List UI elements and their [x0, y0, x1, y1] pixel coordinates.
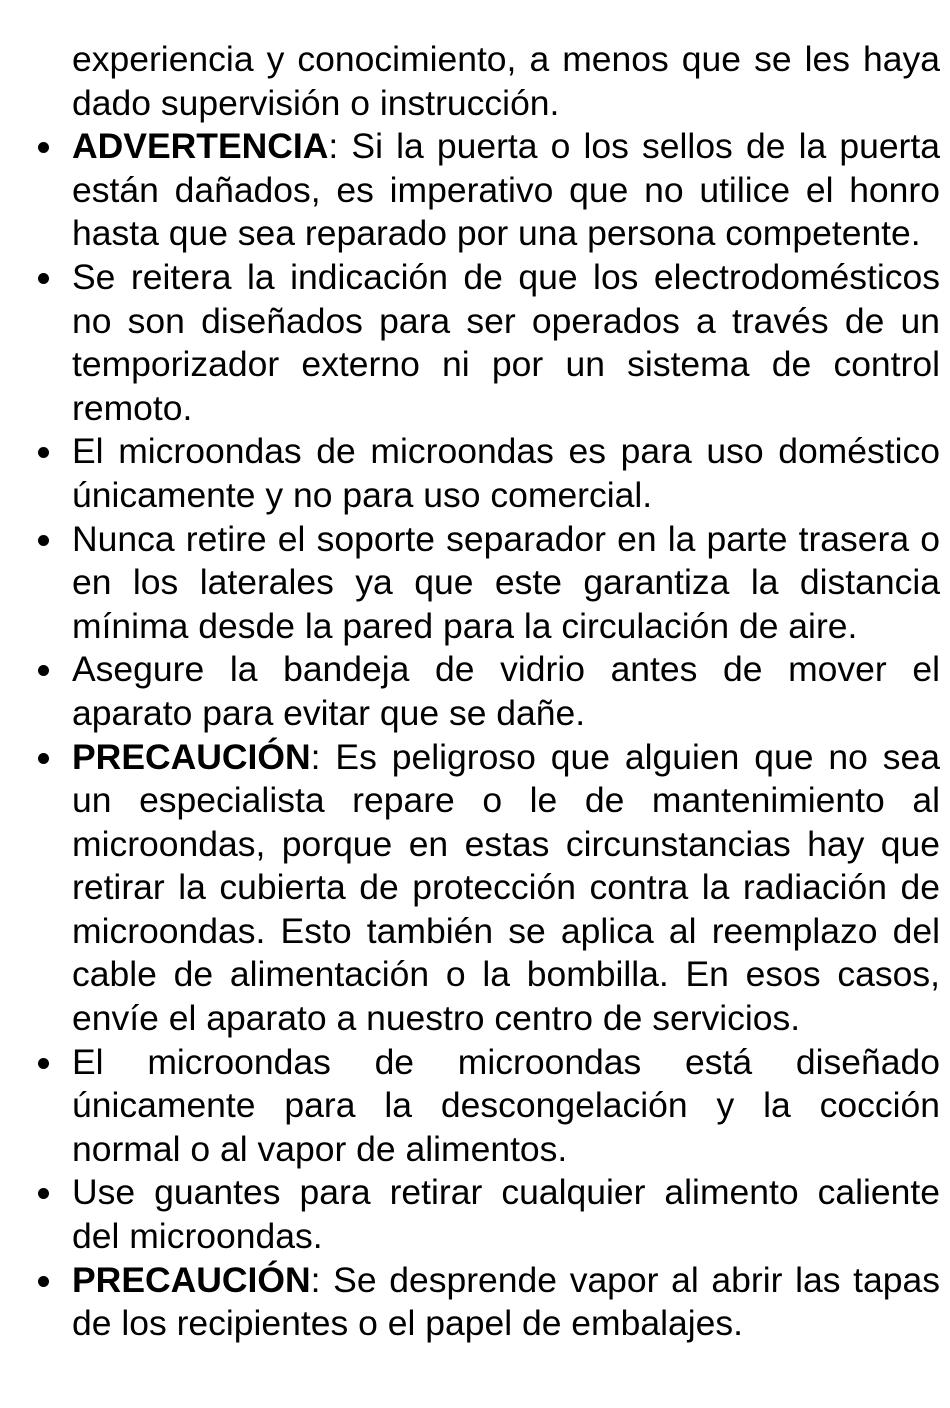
caution-label: PRECAUCIÓN — [72, 1259, 311, 1300]
list-item — [0, 256, 950, 430]
list-item-text: El microondas de microondas está diseñado únicamente para la descongelación y la cocción normal o al vapor de alimentos. — [72, 1041, 940, 1169]
bullet-icon — [38, 665, 49, 676]
list-item-text: Nunca retire el soporte separador en la parte trasera o en los laterales ya que este garantiza la distancia mínima desde la pared para la circulación de aire. — [72, 518, 940, 646]
list-item-text: Se reitera la indicación de que los electrodomésticos no son diseñados para ser operados a través de un temporizador externo ni por un sistema de control remoto. — [72, 256, 940, 428]
bullet-icon — [38, 447, 49, 458]
safety-bullet-list — [0, 125, 950, 1346]
bullet-icon — [38, 535, 49, 546]
document-page — [0, 38, 950, 1346]
bullet-icon — [38, 1276, 49, 1287]
list-item-text: : Se desprende vapor al abrir las tapas de los recipientes o el papel de embalajes. — [72, 1259, 940, 1344]
list-item-text: Asegure la bandeja de vidrio antes de mover el aparato para evitar que se dañe. — [72, 649, 940, 733]
list-item-text: : Es peligroso que alguien que no sea un especialista repare o le de mantenimiento al microondas, porque en estas circunstancias hay que retirar la cubierta de protección contra la radiación de microondas. Esto también se aplica al reemplazo del cable de alimentación o la bombilla. En esos casos, envíe el aparato a nuestro centro de servicios. — [72, 736, 940, 1039]
list-item — [0, 648, 950, 735]
list-item — [0, 736, 950, 1041]
list-item — [0, 430, 950, 517]
caution-label: PRECAUCIÓN — [72, 736, 311, 777]
warning-label: ADVERTENCIA — [72, 126, 329, 167]
list-item — [0, 518, 950, 649]
bullet-icon — [38, 753, 49, 764]
list-item — [0, 1171, 950, 1258]
continuation-paragraph: experiencia y conocimiento, a menos que se les haya dado supervisión o instrucción. — [72, 39, 940, 123]
bullet-icon — [38, 273, 49, 284]
list-item — [0, 1041, 950, 1172]
list-item — [0, 1259, 950, 1346]
bullet-icon — [38, 142, 49, 153]
bullet-icon — [38, 1058, 49, 1069]
list-item-text: Use guantes para retirar cualquier alimento caliente del microondas. — [72, 1172, 940, 1257]
list-item-text: : Si la puerta o los sellos de la puerta están dañados, es imperativo que no utilice el honro hasta que sea reparado por una persona competente. — [72, 126, 940, 254]
bullet-icon — [38, 1188, 49, 1199]
list-item-text: El microondas de microondas es para uso doméstico únicamente y no para uso comercial. — [72, 431, 940, 515]
list-item — [0, 125, 950, 256]
